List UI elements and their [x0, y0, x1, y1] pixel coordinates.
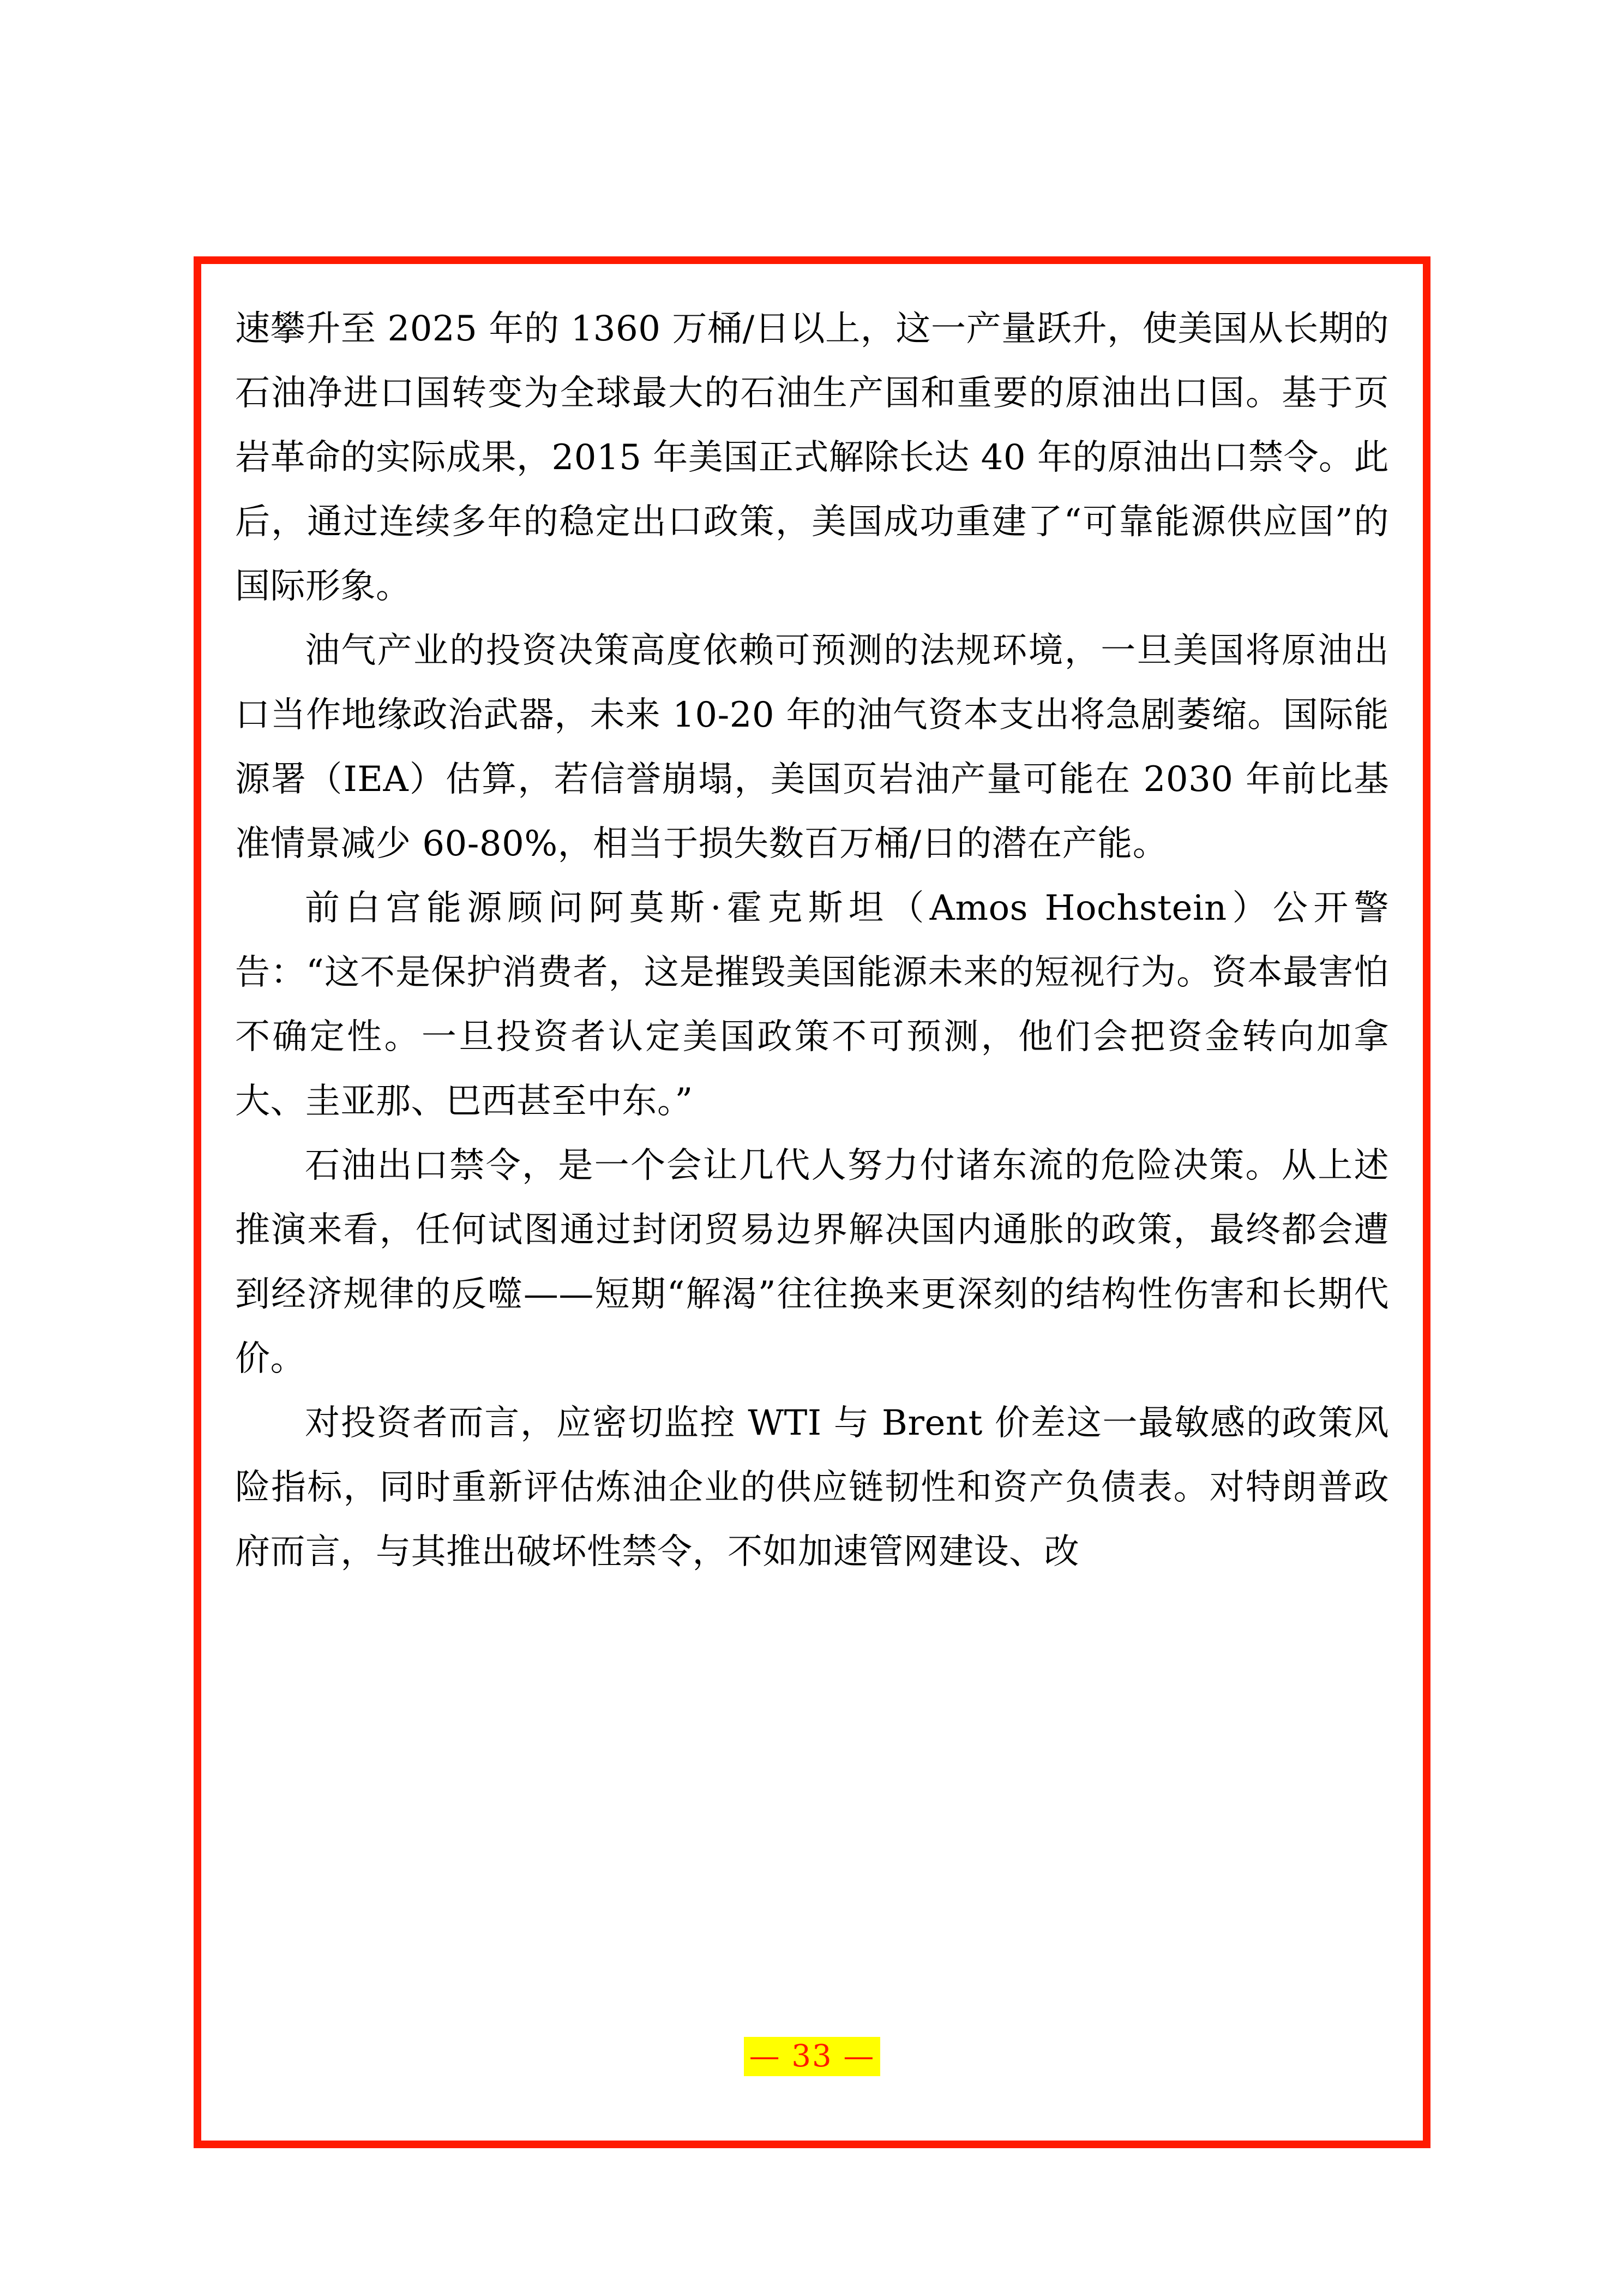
page-border-frame	[194, 256, 1430, 2148]
paragraph-5: 对投资者而言，应密切监控 WTI 与 Brent 价差这一最敏感的政策风险指标，同时重新评估炼油企业的供应链韧性和资产负债表。对特朗普政府而言，与其推出破坏性禁令，不如加速管网建设、改	[235, 1403, 1389, 1572]
paragraph-1: 速攀升至 2025 年的 1360 万桶/日以上，这一产量跃升，使美国从长期的石油净进口国转变为全球最大的石油生产国和重要的原油出口国。基于页岩革命的实际成果，2015 年美国正式解除长达 40 年的原油出口禁令。此后，通过连续多年的稳定出口政策，美国成功重建了“可靠能源供应国”的国际形象。	[235, 309, 1389, 607]
page-number: — 33 —	[744, 2037, 881, 2076]
paragraph-4: 石油出口禁令，是一个会让几代人努力付诸东流的危险决策。从上述推演来看，任何试图通过封闭贸易边界解决国内通胀的政策，最终都会遭到经济规律的反噬——短期“解渴”往往换来更深刻的结构性伤害和长期代价。	[235, 1146, 1389, 1379]
paragraph-2: 油气产业的投资决策高度依赖可预测的法规环境，一旦美国将原油出口当作地缘政治武器，未来 10-20 年的油气资本支出将急剧萎缩。国际能源署（IEA）估算，若信誉崩塌，美国页岩油产量可能在 2030 年前比基准情景减少 60-80%，相当于损失数百万桶/日的潜在产能。	[235, 631, 1389, 864]
paragraph-3: 前白宫能源顾问阿莫斯·霍克斯坦（Amos Hochstein）公开警告：“这不是保护消费者，这是摧毁美国能源未来的短视行为。资本最害怕不确定性。一旦投资者认定美国政策不可预测，他们会把资金转向加拿大、圭亚那、巴西甚至中东。”	[235, 888, 1389, 1122]
page-footer	[201, 2037, 1423, 2076]
page-content	[223, 297, 1401, 2141]
